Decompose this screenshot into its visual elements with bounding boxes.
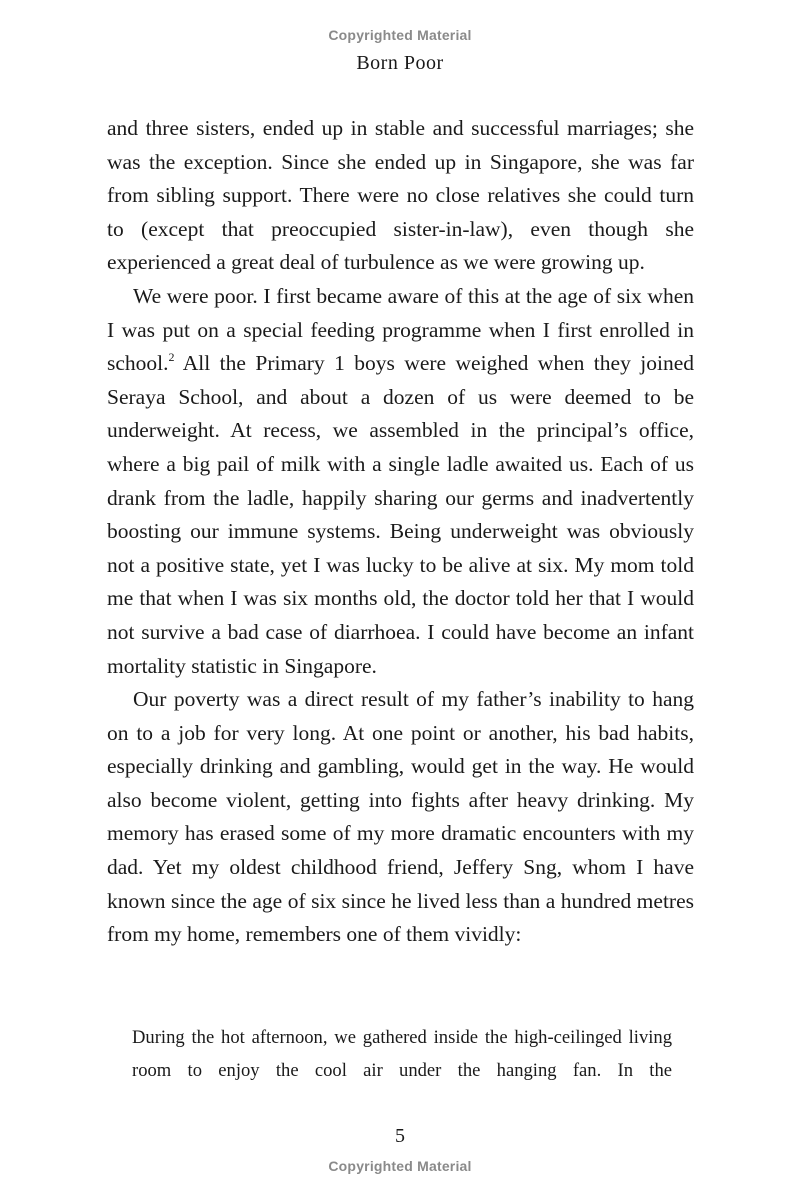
- block-quote: During the hot afternoon, we gathered inside the high-ceilinged living room to enjoy the cool air under the hanging fan. In the: [132, 1027, 672, 1081]
- copyright-watermark-top: Copyrighted Material: [328, 27, 472, 43]
- paragraph-1: and three sisters, ended up in stable and successful marriages; she was the exception. Since she ended up in Singapore, she was far from sibling support. There were no close relatives she could turn to (except that preoccupied sister-in-law), even though she experienced a great deal of turbulence as we were growing up.: [107, 116, 694, 275]
- body-text: [107, 112, 694, 952]
- paragraph-2-text-b: All the Primary 1 boys were weighed when they joined Seraya School, and about a dozen of us were deemed to be underweight. At recess, we assembled in the principal’s office, where a big pail of milk with a single ladle awaited us. Each of us drank from the ladle, happily sharing our germs and inadvertently boosting our immune systems. Being underweight was obviously not a positive state, yet I was lucky to be alive at six. My mom told me that when I was six months old, the doctor told her that I would not survive a bad case of diarrhoea. I could have become an infant mortality statistic in Singapore.: [107, 351, 694, 678]
- paragraph-2: [107, 280, 694, 683]
- paragraph-2-text-a: We were poor. I first became aware of this at the age of six when I was put on a special feeding programme when I first enrolled in school.: [107, 283, 694, 376]
- paragraph-3: Our poverty was a direct result of my father’s inability to hang on to a job for very long. At one point or another, his bad habits, especially drinking and gambling, would get in the way. He would also become violent, getting into fights after heavy drinking. My memory has erased some of my more dramatic encounters with my dad. Yet my oldest childhood friend, Jeffery Sng, whom I have known since the age of six since he lived less than a hundred metres from my home, remembers one of them vividly:: [107, 687, 694, 947]
- footnote-reference: 2: [168, 350, 175, 365]
- copyright-watermark-bottom: Copyrighted Material: [328, 1158, 472, 1174]
- page-number: 5: [395, 1125, 405, 1147]
- running-header-title: Born Poor: [356, 52, 444, 74]
